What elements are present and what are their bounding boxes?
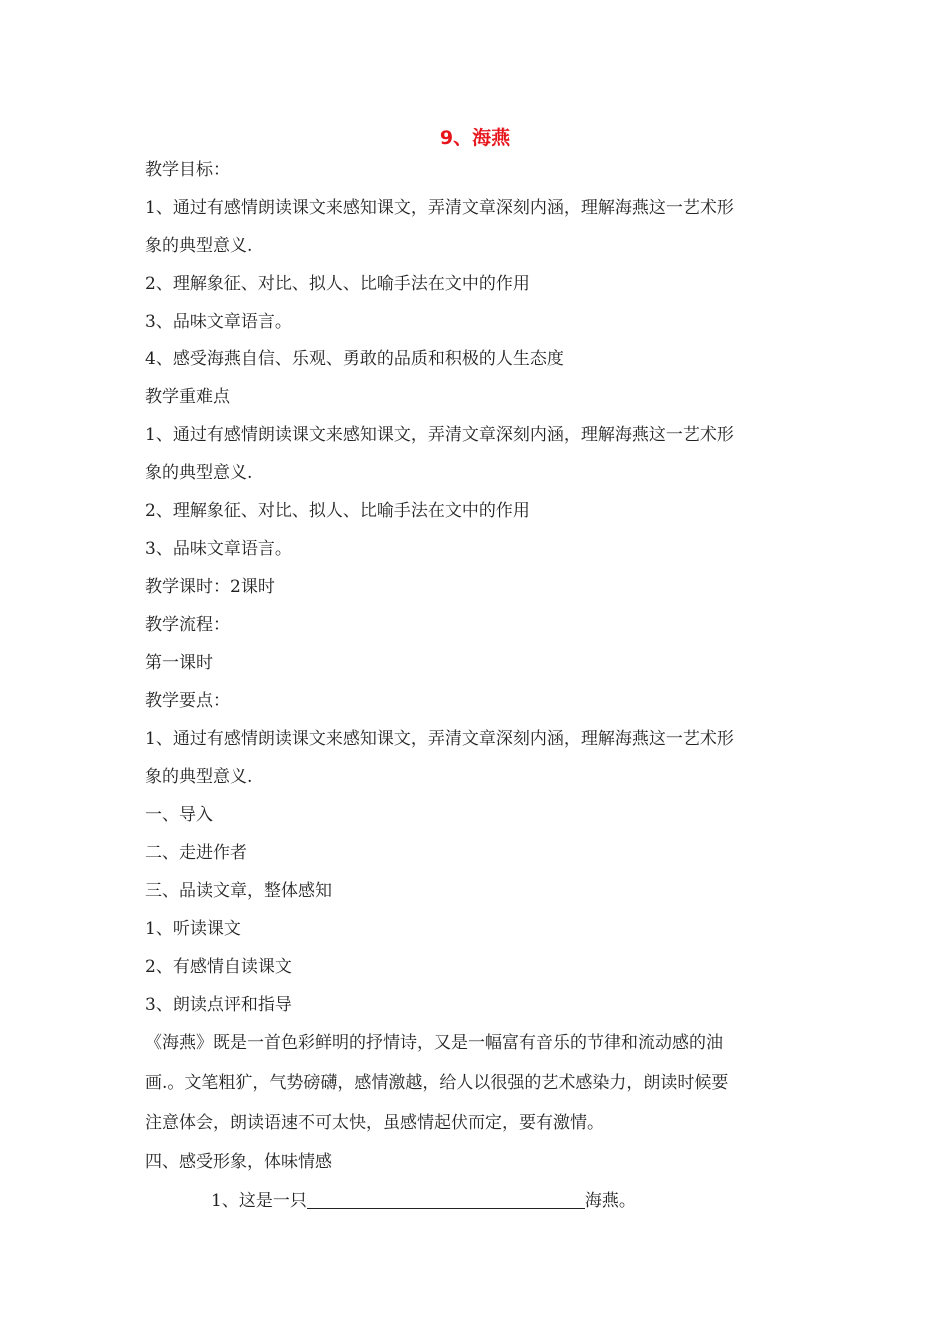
text-line: 二、走进作者 [145, 843, 247, 863]
text-line: 2、有感情自读课文 [145, 957, 292, 977]
page-title: 9、海燕 [439, 127, 511, 149]
text-line: 教学课时：2课时 [145, 577, 275, 597]
text-line: 教学目标： [145, 160, 230, 180]
text-line: 象的典型意义. [145, 767, 253, 787]
text-line: 三、品读文章，整体感知 [145, 881, 332, 901]
text-line: 教学重难点 [145, 387, 230, 407]
text-line: 4、感受海燕自信、乐观、勇敢的品质和积极的人生态度 [145, 349, 564, 369]
text-line: 注意体会，朗读语速不可太快，虽感情起伏而定，要有激情。 [145, 1113, 604, 1133]
text-line: 1、通过有感情朗读课文来感知课文，弄清文章深刻内涵，理解海燕这一艺术形 [145, 729, 734, 749]
text-line: 1、通过有感情朗读课文来感知课文，弄清文章深刻内涵，理解海燕这一艺术形 [145, 198, 734, 218]
text-line: 象的典型意义. [145, 236, 253, 256]
question-suffix: 海燕。 [584, 1191, 636, 1211]
text-line: 教学流程： [145, 615, 230, 635]
text-line: 2、理解象征、对比、拟人、比喻手法在文中的作用 [145, 274, 530, 294]
text-line: 四、感受形象，体味情感 [145, 1152, 332, 1172]
answer-blank[interactable] [307, 1191, 585, 1209]
fill-blank-question [211, 1189, 636, 1213]
text-line: 1、通过有感情朗读课文来感知课文，弄清文章深刻内涵，理解海燕这一艺术形 [145, 425, 734, 445]
text-line: 《海燕》既是一首色彩鲜明的抒情诗，又是一幅富有音乐的节律和流动感的油 [145, 1033, 723, 1053]
question-prefix: 1、这是一只 [211, 1191, 307, 1211]
text-line: 教学要点： [145, 691, 230, 711]
text-line: 第一课时 [145, 653, 213, 673]
text-line: 1、听读课文 [145, 919, 241, 939]
text-line: 3、品味文章语言。 [145, 539, 292, 559]
text-line: 3、朗读点评和指导 [145, 995, 292, 1015]
text-line: 画.。文笔粗犷，气势磅礴，感情激越，给人以很强的艺术感染力，朗读时候要 [145, 1073, 729, 1093]
text-line: 一、导入 [145, 805, 213, 825]
text-line: 3、品味文章语言。 [145, 312, 292, 332]
text-line: 象的典型意义. [145, 463, 253, 483]
text-line: 2、理解象征、对比、拟人、比喻手法在文中的作用 [145, 501, 530, 521]
